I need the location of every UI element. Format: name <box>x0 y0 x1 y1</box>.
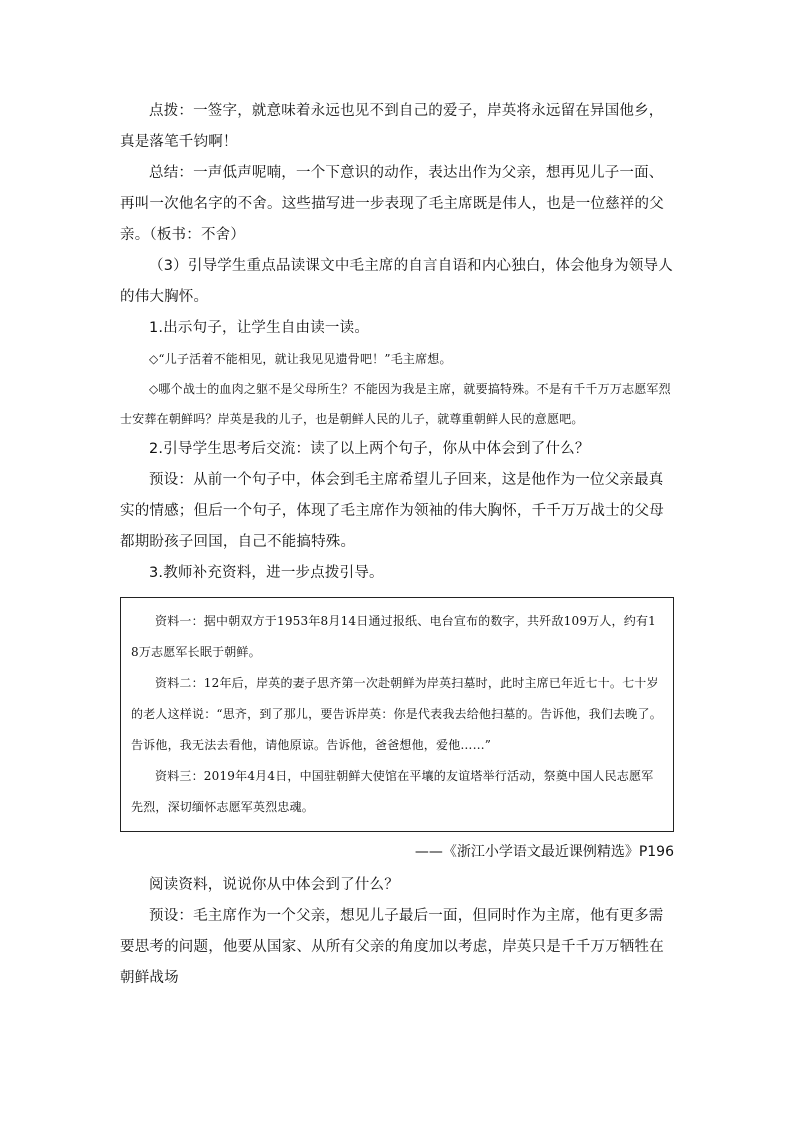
paragraph-item-3: 3.教师补充资料，进一步点拨引导。 <box>149 565 384 581</box>
paragraph-preset-2: 预设：毛主席作为一个父亲，想见儿子最后一面，但同时作为主席，他有更多需要思考的问题，他要从国家、从所有父亲的角度加以考虑，岸英只是千千万万牺牲在朝鲜战场 <box>120 908 664 986</box>
paragraph-step-3: （3）引导学生重点品读课文中毛主席的自言自语和内心独白，体会他身为领导人的伟大胸怀。 <box>120 258 673 305</box>
material-box <box>120 597 674 832</box>
paragraph-question: 阅读资料，说说你从中体会到了什么？ <box>149 877 399 893</box>
paragraph-item-1: 1.出示句子，让学生自由读一读。 <box>149 320 370 336</box>
paragraph-summary: 总结：一声低声呢喃，一个下意识的动作，表达出作为父亲，想再见儿子一面、再叫一次他名字的不舍。这些描写进一步表现了毛主席既是伟人，也是一位慈祥的父亲。（板书：不舍） <box>120 165 664 243</box>
quote-1: ◇“儿子活着不能相见，就让我见见遗骨吧！”毛主席想。 <box>149 352 452 366</box>
material-1: 资料一：据中朝双方于1953年8月14日通过报纸、电台宣布的数字，共歼敌109万人，约有18万志愿军长眠于朝鲜。 <box>131 614 656 659</box>
paragraph-comment: 点拨：一签字，就意味着永远也见不到自己的爱子，岸英将永远留在异国他乡，真是落笔千钧啊！ <box>120 103 664 150</box>
quote-2: ◇哪个战士的血肉之躯不是父母所生？不能因为我是主席，就要搞特殊。不是有千千万万志愿军烈士安葬在朝鲜吗？岸英是我的儿子，也是朝鲜人民的儿子，就尊重朝鲜人民的意愿吧。 <box>120 382 671 426</box>
material-2: 资料二：12年后，岸英的妻子思齐第一次赴朝鲜为岸英扫墓时，此时主席已年近七十。七十岁的老人这样说：“思齐，到了那儿，要告诉岸英：你是代表我去给他扫墓的。告诉他，我们去晚了。告诉他，我无法去看他，请他原谅。告诉他，爸爸想他，爱他……” <box>131 676 662 752</box>
paragraph-preset-1: 预设：从前一个句子中，体会到毛主席希望儿子回来，这是他作为一位父亲最真实的情感；但后一个句子，体现了毛主席作为领袖的伟大胸怀，千千万万战士的父母都期盼孩子回国，自己不能搞特殊。 <box>120 472 664 550</box>
paragraph-item-2: 2.引导学生思考后交流：读了以上两个句子，你从中体会到了什么？ <box>149 441 590 457</box>
source-citation: ——《浙江小学语文最近课例精选》P196 <box>414 844 674 860</box>
document-page <box>120 96 674 994</box>
material-3: 资料三：2019年4月4日，中国驻朝鲜大使馆在平壤的友谊塔举行活动，祭奠中国人民志愿军先烈，深切缅怀志愿军英烈忠魂。 <box>131 769 654 814</box>
